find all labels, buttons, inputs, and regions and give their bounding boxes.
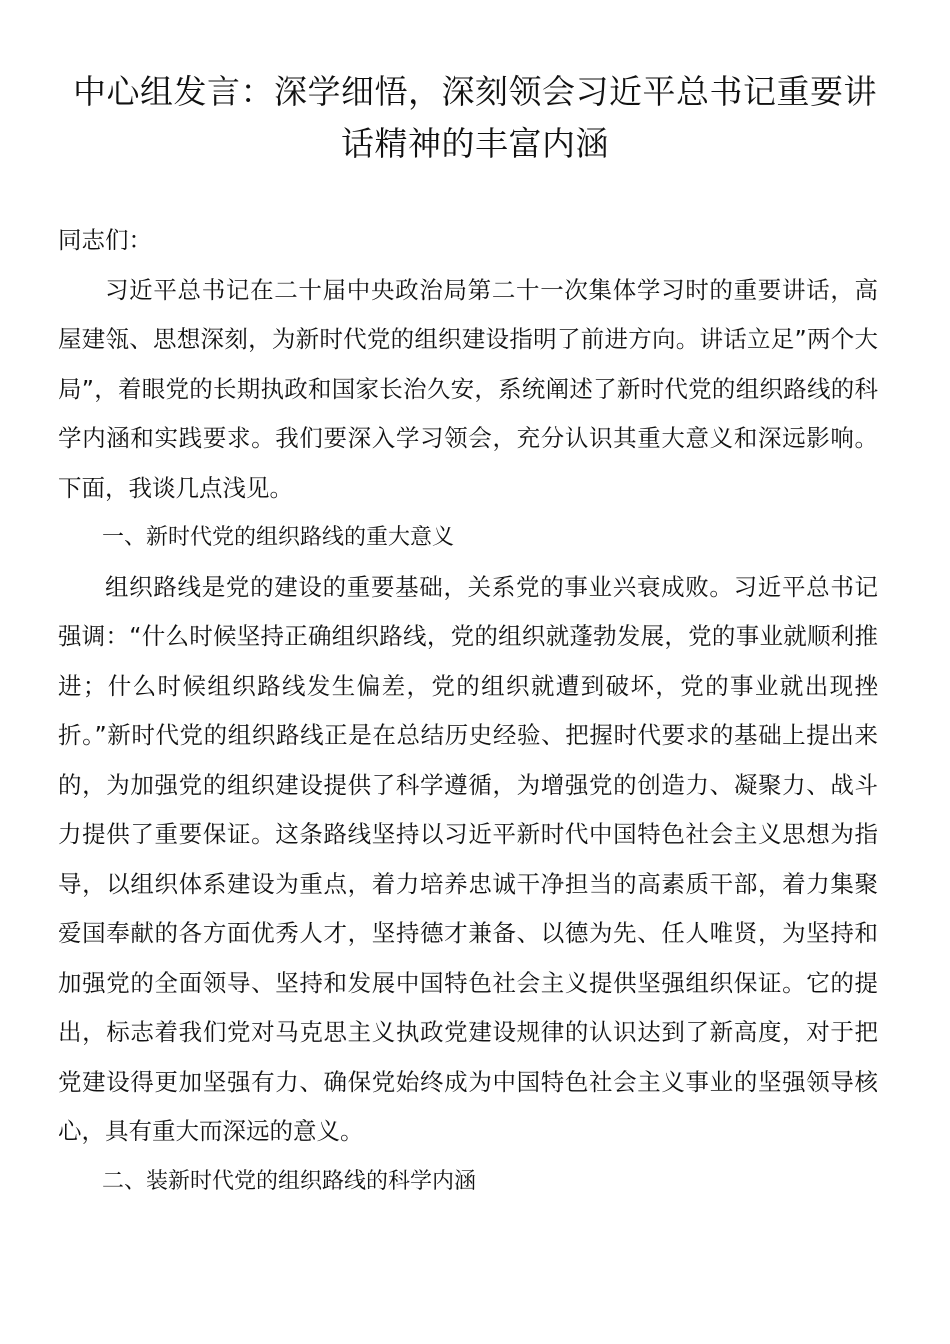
- document-body: [58, 216, 878, 1206]
- section-heading-1: 一、新时代党的组织路线的重大意义: [102, 525, 455, 550]
- document-title: 中心组发言：深学细悟，深刻领会习近平总书记重要讲话精神的丰富内涵: [73, 72, 877, 163]
- section-heading-2: 二、装新时代党的组织路线的科学内涵: [102, 1168, 477, 1194]
- salutation: 同志们：: [58, 226, 152, 254]
- paragraph-intro: 习近平总书记在二十届中央政治局第二十一次集体学习时的重要讲话，高屋建瓴、思想深刻，为新时代党的组织建设指明了前进方向。讲话立足”两个大局”，着眼党的长期执政和国家长治久安，系统阐述了新时代党的组织路线的科学内涵和实践要求。我们要深入学习领会，充分认识其重大意义和深远影响。下面，我谈几点浅见。: [58, 275, 878, 502]
- paragraph-significance: 组织路线是党的建设的重要基础，关系党的事业兴衰成败。习近平总书记强调：“什么时候坚持正确组织路线，党的组织就蓬勃发展，党的事业就顺利推进；什么时候组织路线发生偏差，党的组织就遭到破坏，党的事业就出现挫折。”新时代党的组织路线正是在总结历史经验、把握时代要求的基础上提出来的，为加强党的组织建设提供了科学遵循，为增强党的创造力、凝聚力、战斗力提供了重要保证。这条路线坚持以习近平新时代中国特色社会主义思想为指导，以组织体系建设为重点，着力培养忠诚干净担当的高素质干部，着力集聚爱国奉献的各方面优秀人才，坚持德才兼备、以德为先、任人唯贤，为坚持和加强党的全面领导、坚持和发展中国特色社会主义提供坚强组织保证。它的提出，标志着我们党对马克思主义执政党建设规律的认识达到了新高度，对于把党建设得更加坚强有力、确保党始终成为中国特色社会主义事业的坚强领导核心，具有重大而深远的意义。: [58, 572, 878, 1145]
